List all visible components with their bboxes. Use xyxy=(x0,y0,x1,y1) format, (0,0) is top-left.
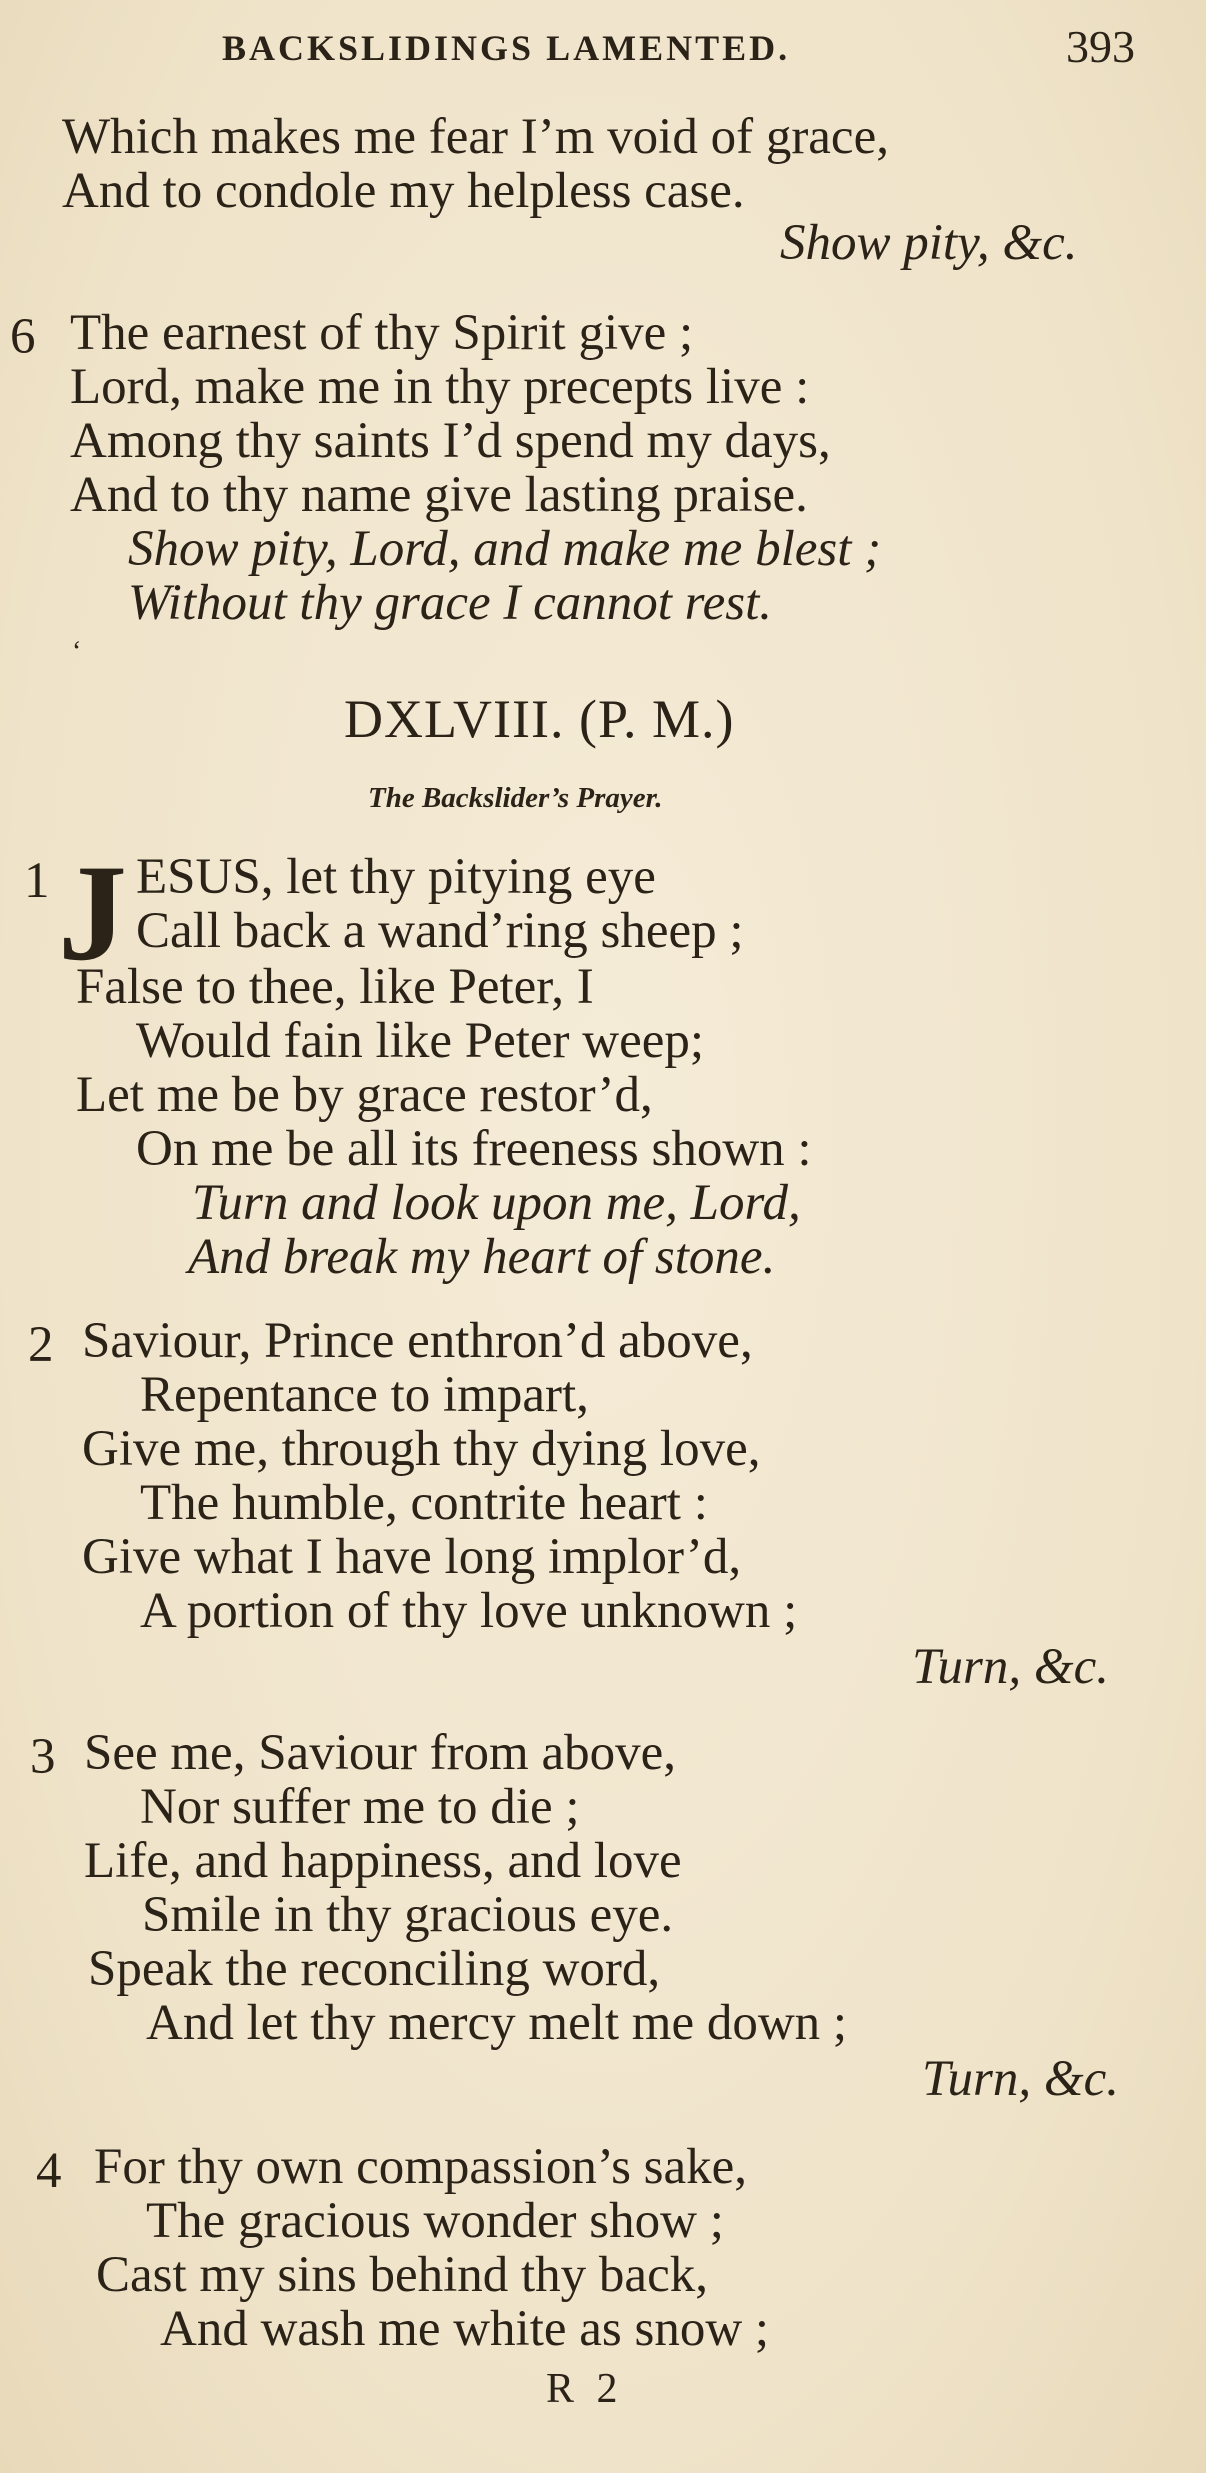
refrain-line: Turn, &c. xyxy=(912,1639,1109,1695)
verse-line: Life, and happiness, and love xyxy=(84,1833,682,1889)
verse-line: Cast my sins behind thy back, xyxy=(96,2247,708,2303)
refrain-line: Show pity, &c. xyxy=(780,215,1078,271)
verse-line: For thy own compassion’s sake, xyxy=(94,2139,748,2195)
chorus-line: Show pity, Lord, and make me blest ; xyxy=(128,521,882,577)
verse-line: And let thy mercy melt me down ; xyxy=(146,1995,848,2051)
chorus-line: Turn and look upon me, Lord, xyxy=(192,1175,801,1231)
verse-line: And wash me white as snow ; xyxy=(160,2301,770,2357)
verse-line: And to thy name give lasting praise. xyxy=(70,467,808,523)
verse-line: A portion of thy love unknown ; xyxy=(140,1583,798,1639)
verse-line: Lord, make me in thy precepts live : xyxy=(70,359,810,415)
verse-line: Speak the reconciling word, xyxy=(88,1941,661,1997)
verse-line: Give what I have long implor’d, xyxy=(82,1529,742,1585)
verse-line: Among thy saints I’d spend my days, xyxy=(70,413,831,469)
chorus-line: Without thy grace I cannot rest. xyxy=(128,575,772,631)
verse-line: Would fain like Peter weep; xyxy=(136,1013,705,1069)
verse-line: Give me, through thy dying love, xyxy=(82,1421,761,1477)
verse-line: False to thee, like Peter, I xyxy=(76,959,594,1015)
print-speck: ‘ xyxy=(72,636,82,667)
verse-line: And to condole my helpless case. xyxy=(62,163,745,219)
verse-line: The humble, contrite heart : xyxy=(140,1475,708,1531)
verse-line: See me, Saviour from above, xyxy=(84,1725,677,1781)
drop-cap: J xyxy=(58,836,127,989)
verse-number: 2 xyxy=(28,1317,54,1373)
hymn-number: DXLVIII. (P. M.) xyxy=(344,689,735,749)
signature-mark: R 2 xyxy=(546,2366,624,2412)
verse-line: The gracious wonder show ; xyxy=(146,2193,724,2249)
verse-line: Saviour, Prince enthron’d above, xyxy=(82,1313,753,1369)
verse-line: Nor suffer me to die ; xyxy=(140,1779,580,1835)
verse-line: Let me be by grace restor’d, xyxy=(76,1067,653,1123)
running-title: BACKSLIDINGS LAMENTED. xyxy=(222,28,791,68)
page-number: 393 xyxy=(1066,21,1135,72)
chorus-line: And break my heart of stone. xyxy=(188,1229,776,1285)
verse-number: 3 xyxy=(30,1729,56,1785)
verse-line: Smile in thy gracious eye. xyxy=(142,1887,674,1943)
verse-number: 6 xyxy=(10,309,36,365)
verse-line: The earnest of thy Spirit give ; xyxy=(70,305,694,361)
verse-number: 4 xyxy=(36,2143,62,2199)
verse-line: On me be all its freeness shown : xyxy=(136,1121,812,1177)
verse-number: 1 xyxy=(24,853,50,909)
verse-line: Repentance to impart, xyxy=(140,1367,589,1423)
verse-line: ESUS, let thy pitying eye xyxy=(136,849,656,905)
refrain-line: Turn, &c. xyxy=(922,2051,1119,2107)
verse-line: Call back a wand’ring sheep ; xyxy=(136,903,744,959)
verse-line: Which makes me fear I’m void of grace, xyxy=(62,109,889,165)
hymn-title: The Backslider’s Prayer. xyxy=(368,782,663,814)
